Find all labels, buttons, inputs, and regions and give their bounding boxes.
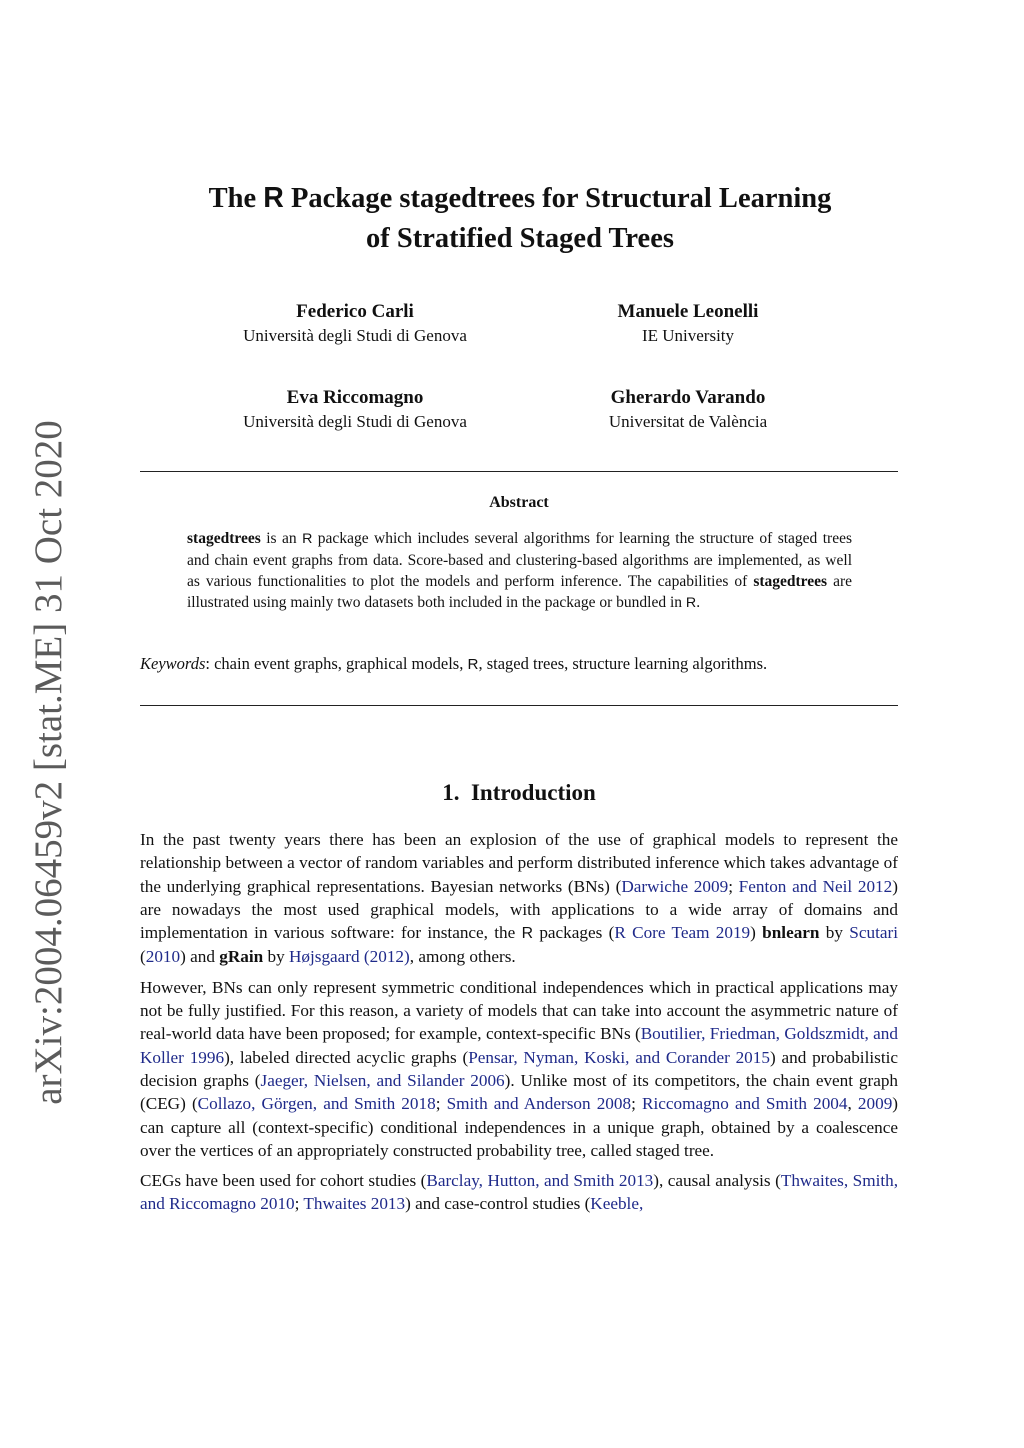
r-language-name: R: [685, 595, 697, 611]
citation-link[interactable]: Jaeger, Nielsen, and Silander 2006: [260, 1070, 505, 1090]
paragraph: [140, 976, 898, 1162]
citation-link[interactable]: Collazo, Görgen, and Smith 2018: [197, 1094, 436, 1114]
author-block: [518, 300, 858, 348]
citation-link[interactable]: Riccomagno and Smith 2004: [642, 1094, 848, 1114]
citation-link[interactable]: Fenton and Neil 2012: [738, 876, 893, 896]
abstract-fragment: package which includes several algorithms for learning the structure of staged trees and chain event graphs from data. Score-based and clustering-based algorithms are implemented, as well as various functionalities to plot the models and perform inference. The capabilities of: [187, 530, 853, 590]
keywords-label: Keywords: [140, 654, 206, 673]
author-block: [185, 386, 525, 434]
text-run: packages (: [533, 923, 615, 943]
abstract-fragment: is an: [260, 530, 303, 547]
r-language-name: R: [467, 656, 479, 673]
package-name: stagedtrees: [753, 573, 828, 590]
text-run: ), labeled directed acyclic graphs (: [224, 1047, 469, 1067]
text-run: ): [750, 923, 763, 943]
section-title-text: Introduction: [470, 780, 596, 805]
author-affiliation: IE University: [641, 326, 735, 345]
text-run: ;: [631, 1094, 642, 1114]
title-text-start: The: [208, 183, 264, 214]
citation-link[interactable]: Pensar, Nyman, Koski, and Corander 2015: [468, 1047, 770, 1067]
text-run: ,: [847, 1094, 858, 1114]
citation-link[interactable]: Thwaites 2013: [303, 1194, 406, 1214]
author-block: [185, 300, 525, 348]
package-name: bnlearn: [762, 923, 820, 943]
section-heading: [140, 780, 898, 806]
citation-link[interactable]: Smith and Anderson 2008: [446, 1094, 632, 1114]
package-name: stagedtrees: [187, 530, 261, 547]
author-name: Gherardo Varando: [610, 387, 766, 408]
text-run: ) are nowadays the most used graphical models, with applications to a wide array of domains and implementation in various software: for instance, the: [140, 876, 898, 943]
text-run: ) can capture all (context-specific) conditional independences in a unique graph, obtained by a coalescence over the vertices of an appropriately constructed probability tree, called staged tree.: [140, 1094, 899, 1160]
author-name: Eva Riccomagno: [286, 387, 424, 408]
r-language-name: R: [521, 925, 534, 943]
author-name: Federico Carli: [296, 301, 414, 322]
citation-link[interactable]: 2010: [145, 947, 181, 967]
author-affiliation: Università degli Studi di Genova: [243, 412, 467, 431]
text-run: ;: [435, 1094, 447, 1114]
text-run: ), causal analysis (: [653, 1171, 781, 1191]
abstract-bottom-rule: [140, 705, 898, 706]
author-name: Manuele Leonelli: [617, 301, 759, 322]
title-line-2: of Stratified Staged Trees: [366, 223, 674, 254]
r-language-name: R: [302, 531, 313, 547]
paragraph: [140, 828, 898, 969]
text-run: ;: [728, 876, 739, 896]
abstract-fragment: .: [696, 594, 701, 611]
author-affiliation: Universitat de València: [608, 412, 768, 431]
text-run: In the past twenty years there has been an explosion of the use of graphical models to represent the relationship between a vector of random variables and perform distributed inference which takes advantage of the underlying graphical representations. Bayesian networks (BNs) (: [140, 830, 898, 896]
text-run: CEGs have been used for cohort studies (: [140, 1171, 427, 1191]
citation-link[interactable]: 2009: [857, 1094, 893, 1114]
abstract-top-rule: [140, 471, 898, 472]
keywords-fragment: : chain event graphs, graphical models,: [205, 654, 468, 673]
text-run: (: [140, 947, 146, 967]
text-run: by: [819, 923, 850, 943]
citation-link[interactable]: R Core Team 2019: [614, 923, 751, 943]
arxiv-identifier-stamp: [18, 419, 78, 1105]
title-text-end: Package stagedtrees for Structural Learning: [283, 183, 832, 214]
author-block: [518, 386, 858, 434]
author-affiliation: Università degli Studi di Genova: [243, 326, 467, 345]
text-run: ;: [294, 1194, 304, 1214]
abstract-fragment: are illustrated using mainly two datasets both included in the package or bundled in: [187, 573, 853, 611]
text-run: ) and case-control studies (: [405, 1194, 591, 1214]
section-number: 1.: [442, 780, 460, 805]
citation-link[interactable]: Darwiche 2009: [621, 876, 729, 896]
text-run: ) and: [180, 947, 220, 967]
citation-link[interactable]: Boutilier, Friedman, Goldszmidt, and Koller 1996: [140, 1024, 898, 1067]
text-run: , among others.: [409, 947, 516, 967]
abstract-text: [187, 528, 852, 614]
text-run: ) and probabilistic decision graphs (: [140, 1047, 898, 1090]
text-run: However, BNs can only represent symmetric conditional independences which in practical applications may not be fully justified. For this reason, a variety of models that can take into account the asymmetric nature of real-world data have been proposed; for example, context-specific BNs (: [140, 977, 898, 1044]
text-run: by: [263, 947, 289, 967]
citation-link[interactable]: (2012): [363, 947, 410, 967]
citation-link[interactable]: Keeble,: [590, 1194, 644, 1214]
keywords: [140, 652, 898, 677]
abstract-heading: Abstract: [489, 494, 549, 511]
paper-title: [110, 178, 930, 259]
arxiv-identifier-text: arXiv:2004.06459v2 [stat.ME] 31 Oct 2020: [26, 419, 70, 1105]
text-run: ). Unlike most of its competitors, the chain event graph (CEG) (: [140, 1070, 899, 1114]
citation-link[interactable]: Højsgaard: [288, 947, 360, 967]
citation-link[interactable]: Scutari: [849, 923, 898, 943]
paragraph: [140, 1169, 898, 1216]
citation-link[interactable]: Barclay, Hutton, and Smith 2013: [426, 1171, 654, 1191]
keywords-fragment: , staged trees, structure learning algorithms.: [478, 654, 768, 673]
citation-link[interactable]: Thwaites, Smith, and Riccomagno 2010: [140, 1171, 899, 1214]
title-r-logo: R: [263, 182, 284, 214]
introduction-body: [140, 828, 898, 1223]
package-name: gRain: [219, 947, 264, 967]
